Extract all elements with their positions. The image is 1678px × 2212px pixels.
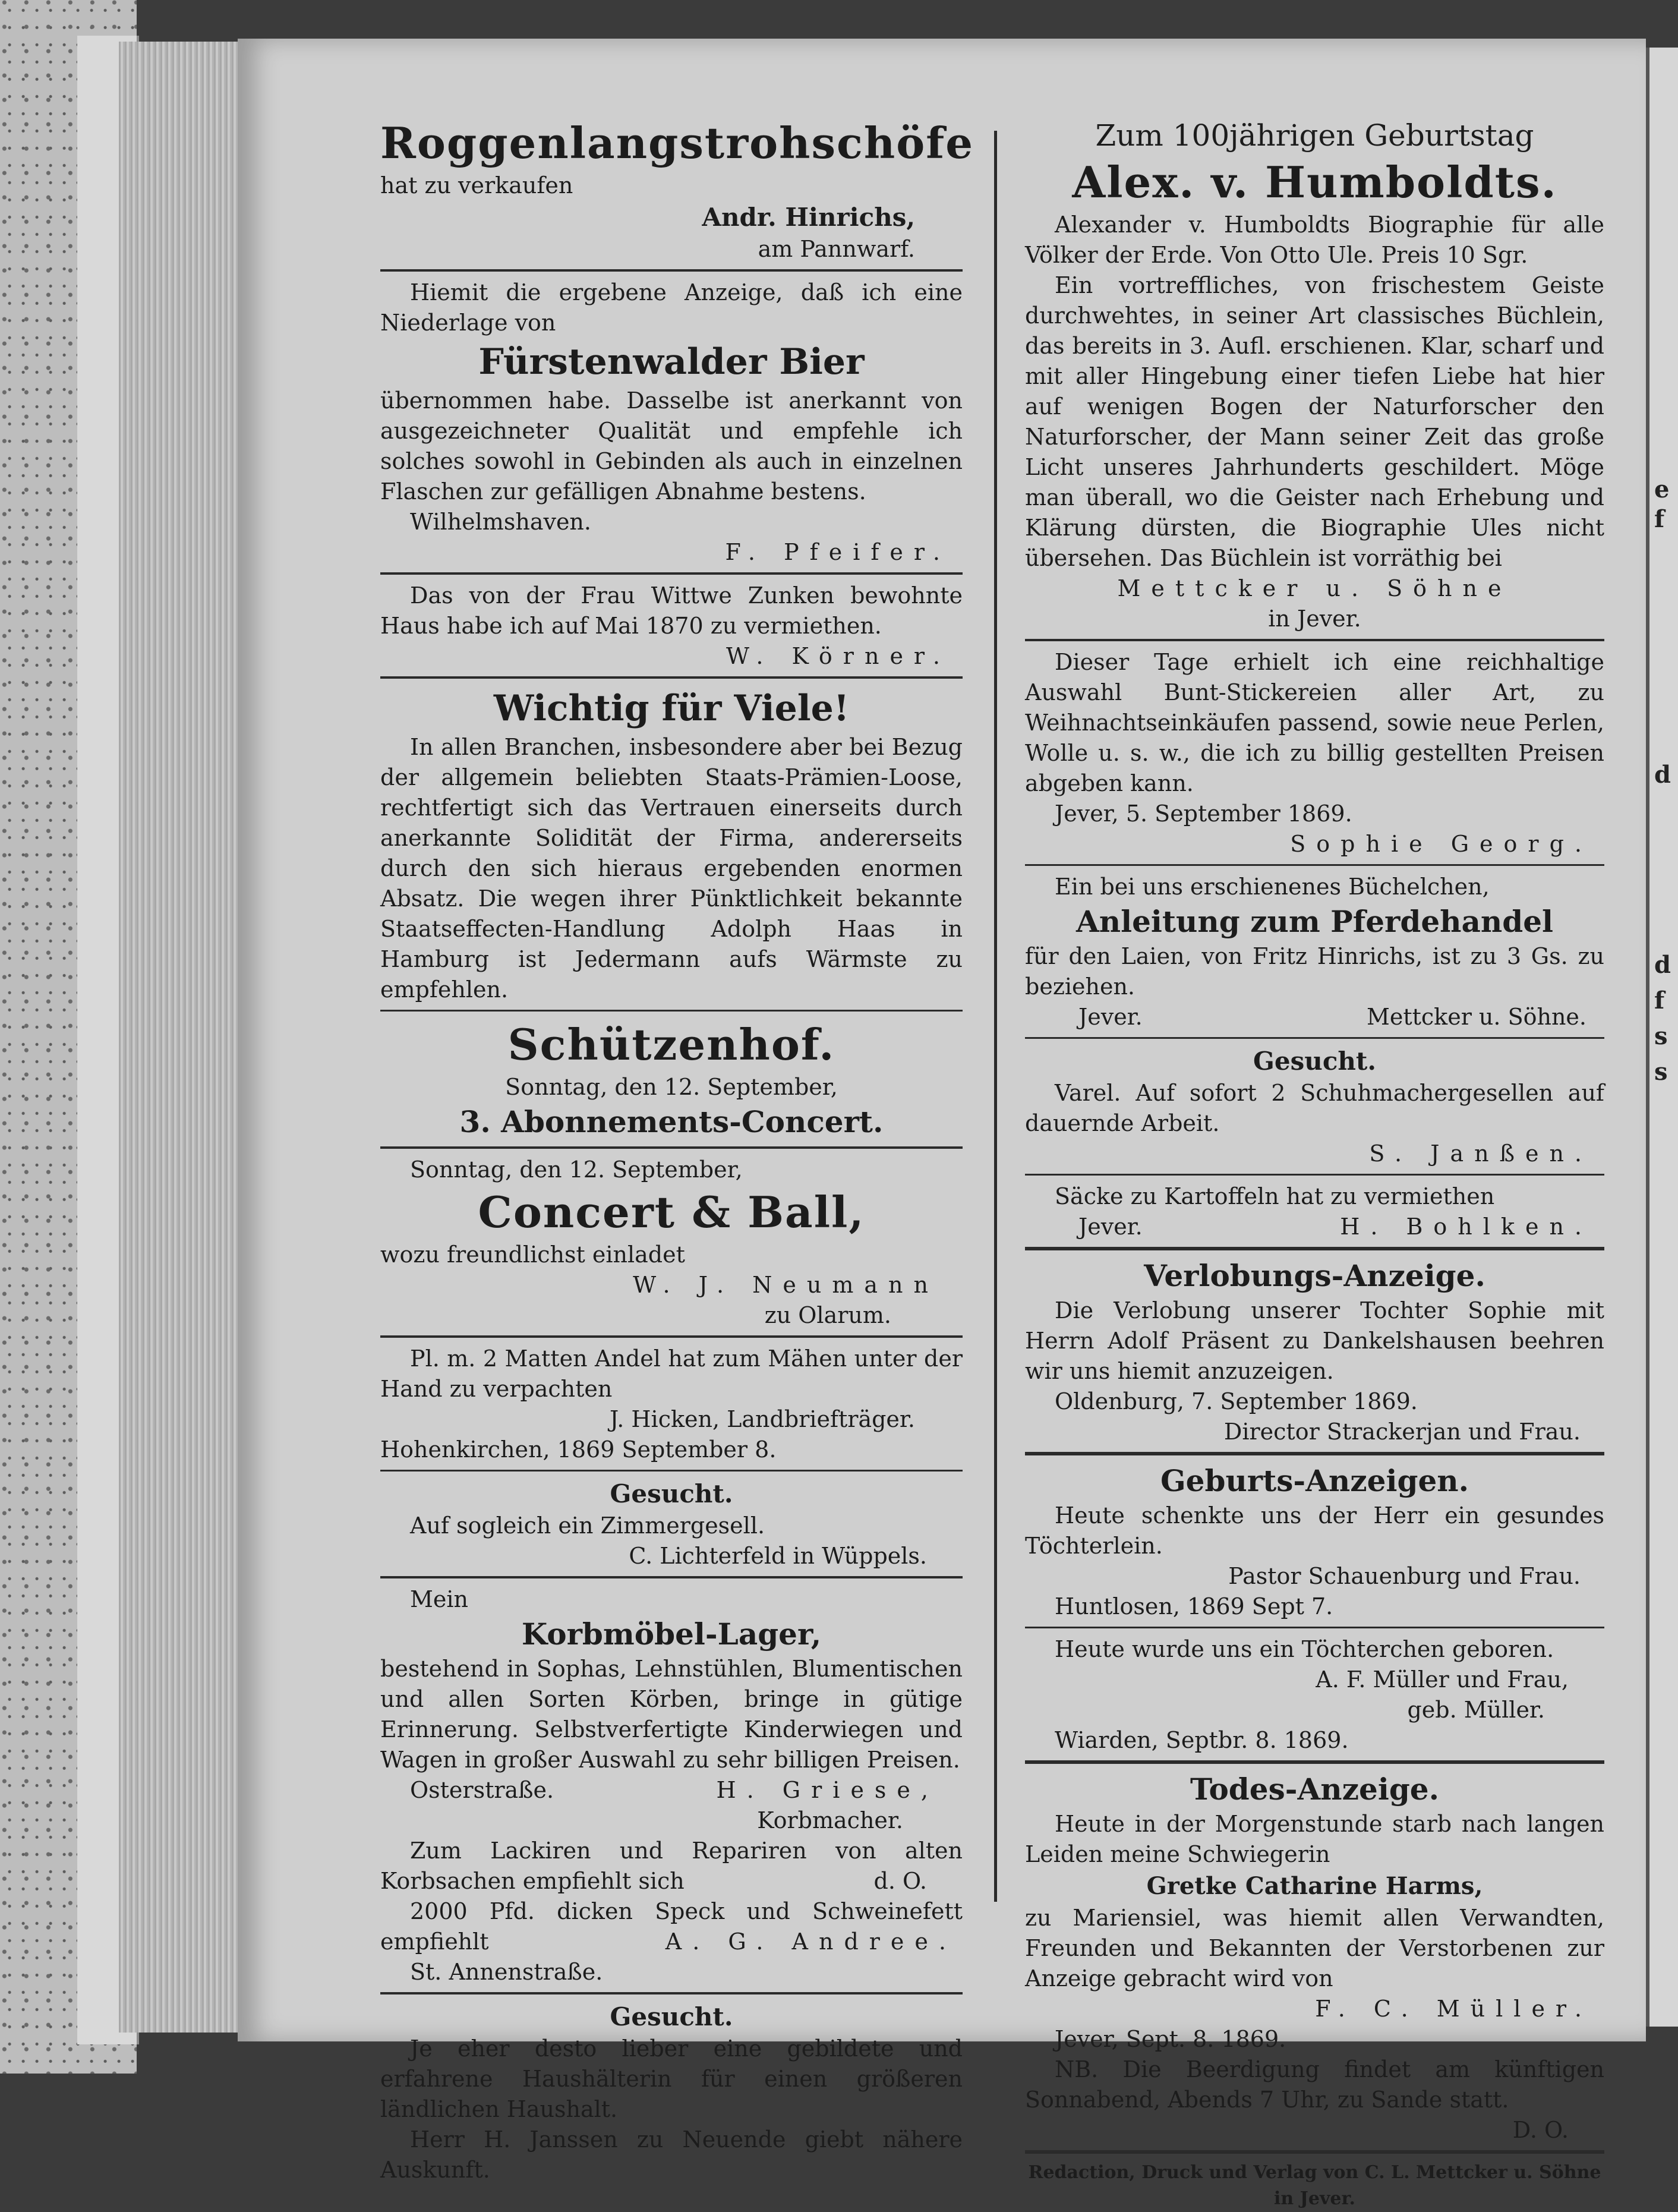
ad-korb [380,1584,963,1836]
separator [1025,1627,1604,1628]
separator [380,1335,963,1338]
ad-stickereien [1025,647,1604,859]
separator [1025,639,1604,641]
ad-title: Gesucht. [1253,1047,1376,1076]
ad-body: übernommen habe. Dasselbe ist anerkannt von ausgezeichneter Qualität und empfehle ich solches sowohl in Gebinden als auch in einzelnen Flaschen zur gefälligen Abnahme bestens. [380,387,963,505]
ad-sign: W. Körner. [726,643,951,669]
separator [380,1146,963,1149]
ad-sign-2: A. F. Müller und Frau, [1316,1666,1569,1693]
ad-ball [380,1155,963,1331]
ad-place: zu Olarum. [764,1302,891,1328]
ad-title: Schützenhof. [507,1019,835,1070]
ad-sign: C. Lichterfeld in Wüppels. [629,1543,927,1569]
ad-trade: Korbmacher. [757,1807,903,1833]
ad-body: In allen Branchen, insbesondere aber bei Bezug der allgemein beliebten Staats-Prämien-Loose, rechtfertigt sich das Vertrauen einerseits durch anerkannte Solidität der Firma, andererseits durch den sich hieraus ergebenden enormen Absatz. Die wegen ihrer Pünktlichkeit bekannte Staatseffecten-Handlung Adolph Haas in Hamburg ist Jedermann aufs Wärmste zu empfehlen. [380,734,963,1003]
ad-title: Fürstenwalder Bier [478,341,865,383]
ad-lackiren [380,1836,963,1896]
ad-place: St. Annenstraße. [410,1959,603,1985]
ad-sign: A. G. Andree. [665,1929,957,1955]
ad-sign-2: D. O. [1512,2117,1569,2143]
separator [1025,864,1604,866]
ad-body: für den Laien, von Fritz Hinrichs, ist zu 3 Gs. zu beziehen. [1025,943,1604,1000]
ad-sign: J. Hicken, Landbriefträger. [609,1406,915,1432]
ad-place: Jever. [1078,1214,1143,1240]
ad-andel [380,1344,963,1465]
ad-title: Korbmöbel-Lager, [521,1617,822,1652]
ad-note: NB. Die Beerdigung findet am künftigen Sonnabend, Abends 7 Uhr, zu Sande statt. [1025,2056,1604,2113]
ad-title: Gesucht. [610,2002,733,2031]
ad-saecke [1025,1181,1604,1242]
ad-title: Roggenlangstrohschöfe [380,118,974,168]
ad-sign: W. J. Neumann [633,1272,939,1298]
ad-line: Alexander v. Humboldts Biographie für alle Völker der Erde. Von Otto Ule. Preis 10 Sgr. [1025,212,1604,268]
ad-schuetzenhof [380,1017,963,1142]
ad-sign: Pastor Schauenburg und Frau. [1228,1563,1581,1589]
ad-body: Dieser Tage erhielt ich eine reichhaltige Auswahl Bunt-Stickereien aller Art, zu Weihnachtseinkäufen passend, sowie neue Perlen, Wolle u. s. w., die ich zu billig gestellten Preisen abgeben kann. [1025,649,1604,796]
ad-place: am Pannwarf. [758,236,915,262]
separator [1025,1174,1604,1176]
separator [1025,1037,1604,1039]
ad-intro: Mein [410,1586,469,1612]
ad-body: Säcke zu Kartoffeln hat zu vermiethen [1055,1183,1495,1209]
ad-pferdehandel [1025,872,1604,1032]
ad-intro: Hiemit die ergebene Anzeige, daß ich eine Niederlage von [380,279,963,336]
left-column [380,116,974,2185]
ad-date: Jever, 5. September 1869. [1055,801,1352,827]
ad-todes [1025,1770,1604,2145]
ad-date-2: Wiarden, Septbr. 8. 1869. [1055,1727,1349,1753]
ad-sign: H. Griese, [716,1777,939,1803]
ad-humboldt [1025,116,1604,634]
ad-body-2: Heute wurde uns ein Töchterchen geboren. [1055,1636,1554,1662]
ad-body: Die Verlobung unserer Tochter Sophie mit Herrn Adolf Präsent zu Dankelshausen beehren wir uns hiemit anzuzeigen. [1025,1297,1604,1384]
ad-body: Das von der Frau Wittwe Zunken bewohnte Haus habe ich auf Mai 1870 zu vermiethen. [380,582,963,639]
ad-body: Heute schenkte uns der Herr ein gesundes Töchterlein. [1025,1502,1604,1559]
ad-body: Heute in der Morgenstunde starb nach langen Leiden meine Schwiegerin [1025,1811,1604,1867]
ad-sign: F. C. Müller. [1315,1996,1592,2022]
ad-roggen [380,116,974,264]
ad-place: Wilhelmshaven. [410,509,591,535]
ad-place: Osterstraße. [410,1777,554,1803]
ad-date: Jever, Sept. 8. 1869. [1055,2026,1286,2052]
ad-sign: F. Pfeifer. [725,539,951,565]
separator [380,1576,963,1578]
ad-sign: Mettcker u. Söhne. [1366,1004,1586,1030]
separator [380,269,963,272]
separator [1025,1452,1604,1455]
ad-date: Hohenkirchen, 1869 September 8. [380,1436,777,1463]
ad-name: Gretke Catharine Harms, [1146,1872,1483,1900]
ad-intro: Ein bei uns erschienenes Büchelchen, [1055,874,1490,900]
ad-title: Verlobungs-Anzeige. [1144,1258,1485,1293]
ad-sign: Sophie Georg. [1290,831,1592,857]
ad-speck [380,1896,963,1987]
next-page-edge: e f d d f s s [1646,48,1678,2027]
separator [1025,1247,1604,1250]
ad-body: Je eher desto lieber eine gebildete und erfahrene Haushälterin für einen größeren ländlichen Haushalt. [380,2035,963,2122]
ad-place: in Jever. [1268,606,1361,632]
ad-body: Zum Lackiren und Repariren von alten Korbsachen empfiehlt sich [380,1838,963,1894]
ad-gesucht-2 [380,2000,963,2185]
page-stack [119,42,256,2033]
ad-bier [380,278,963,568]
ad-body: Pl. m. 2 Matten Andel hat zum Mähen unter der Hand zu verpachten [380,1346,963,1402]
ad-sign: Andr. Hinrichs, [702,203,915,232]
ad-title: Geburts-Anzeigen. [1160,1463,1469,1498]
ad-sign: Director Strackerjan und Frau. [1223,1419,1581,1445]
ad-sign: S. Janßen. [1369,1140,1592,1167]
ad-line: hat zu verkaufen [380,172,573,198]
separator [380,676,963,679]
ad-gesucht-3 [1025,1045,1604,1169]
ad-body: Ein vortreffliches, von frischestem Geiste durchwehtes, in seiner Art classisches Büchlein, das bereits in 3. Aufl. erschienen. Klar, scharf und mit aller Hingebung einer tiefen Liebe hat hier auf wenigen Bogen der Naturforscher den Naturforscher, der Mann seiner Zeit das große Licht unseres Jahrhunderts geschildert. Möge man überall, wo die Geister nach Erhebung und Klärung dürsten, die Biographie Ules nicht übersehen. Das Büchlein ist vorräthig bei [1025,272,1604,571]
ad-geburt [1025,1461,1604,1756]
ad-date: Oldenburg, 7. September 1869. [1055,1388,1418,1414]
ad-title: Anleitung zum Pferdehandel [1075,904,1554,939]
ad-body: bestehend in Sophas, Lehnstühlen, Blumentischen und allen Sorten Körben, bringe in gütige Erinnerung. Selbstverfertigte Kinderwiegen und Wagen in großer Auswahl zu sehr billigen Preisen. [380,1656,963,1773]
ad-line: wozu freundlichst einladet [380,1242,685,1268]
ad-haus [380,581,963,672]
ad-body-2: Herr H. Janssen zu Neuende giebt nähere Auskunft. [380,2126,963,2183]
ad-verlobung [1025,1256,1604,1447]
ad-date: Huntlosen, 1869 Sept 7. [1055,1593,1333,1619]
separator [380,1010,963,1012]
ad-body-2: zu Mariensiel, was hiemit allen Verwandten, Freunden und Bekannten der Verstorbenen zur Anzeige gebracht wird von [1025,1905,1604,1992]
separator [380,1992,963,1994]
separator [1025,1760,1604,1764]
ad-sign: H. Bohlken. [1340,1214,1592,1240]
separator [1025,2150,1604,2154]
ad-body: Varel. Auf sofort 2 Schuhmachergesellen auf dauernde Arbeit. [1025,1080,1604,1136]
ad-wichtig [380,685,963,1005]
ad-date: Sonntag, den 12. September, [505,1074,838,1100]
ad-event: 3. Abonnements-Concert. [459,1104,884,1139]
separator [380,1470,963,1471]
right-column [1025,116,1604,2212]
ad-title: Zum 100jährigen Geburtstag [1095,118,1534,153]
ad-title: Concert & Ball, [478,1187,865,1237]
ad-gesucht-1 [380,1477,963,1571]
ad-place: Jever. [1078,1004,1143,1030]
separator [380,572,963,575]
ad-sign-3: geb. Müller. [1407,1697,1545,1723]
ad-title: Wichtig für Viele! [493,688,850,729]
ad-title: Gesucht. [610,1479,733,1508]
ad-title-2: Alex. v. Humboldts. [1072,157,1557,207]
imprint: Redaction, Druck und Verlag von C. L. Mettcker u. Söhne in Jever. [1028,2162,1601,2209]
ad-body: Auf sogleich ein Zimmergesell. [410,1513,765,1539]
column-divider [994,131,997,1902]
ad-sign: Mettcker u. Söhne [1117,575,1512,601]
ad-sign: d. O. [873,1868,927,1894]
ad-body: 2000 Pfd. dicken Speck und Schweinefett empfiehlt [380,1898,963,1955]
ad-date: Sonntag, den 12. September, [410,1157,743,1183]
ad-title: Todes-Anzeige. [1190,1772,1440,1807]
